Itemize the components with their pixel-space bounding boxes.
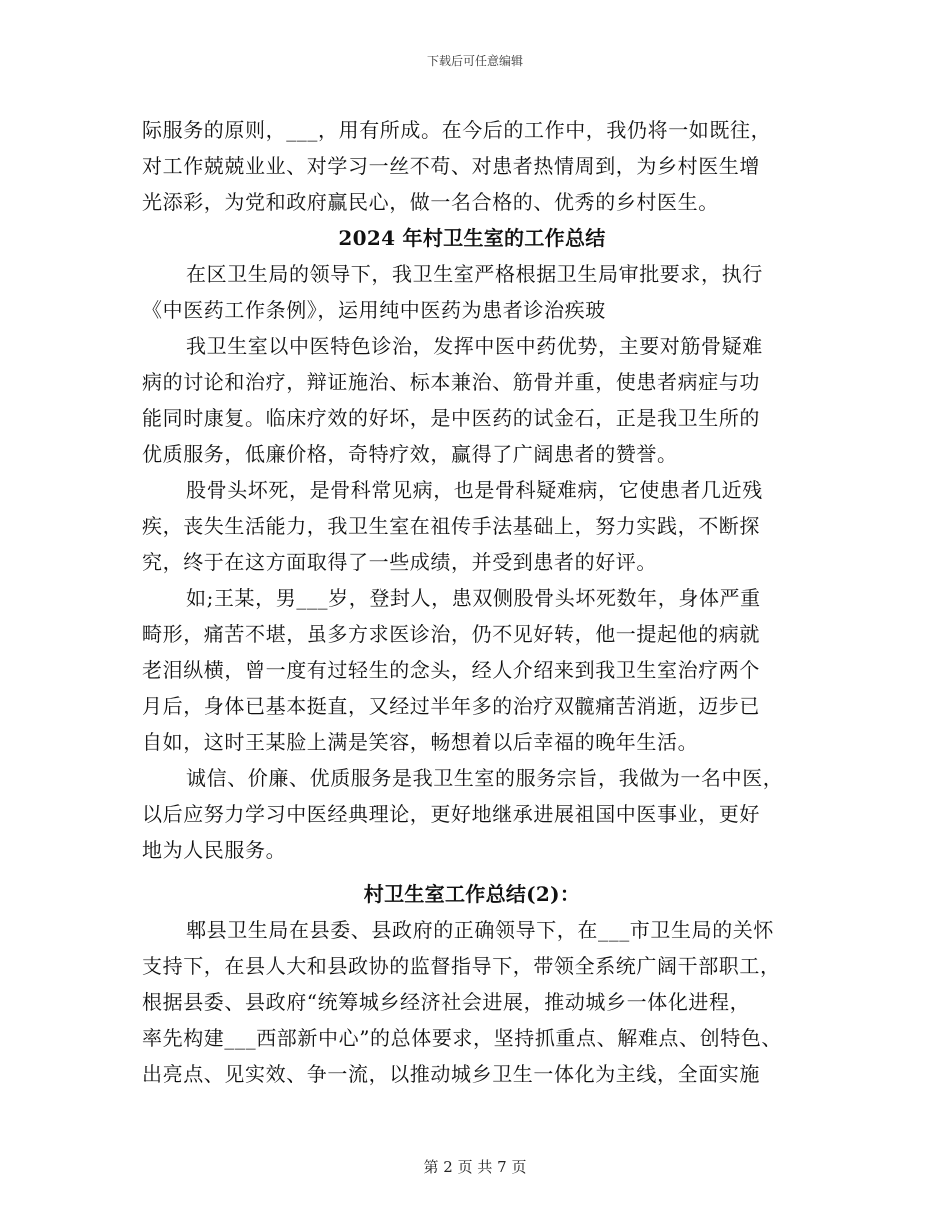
text-line: 畸形，痛苦不堪，虽多方求医诊治，仍不见好转，他一提起他的病就 — [142, 622, 760, 646]
text-line: 根据县委、县政府“统筹城乡经济社会进展，推动城乡一体化进程， — [142, 990, 751, 1014]
text-line: 《中医药工作条例》，运用纯中医药为患者诊治疾玻 — [142, 298, 606, 322]
text-line: 优质服务，低廉价格，奇特疗效，赢得了广阔患者的赞誉。 — [142, 442, 678, 466]
paragraph — [142, 472, 802, 580]
text-line: 际服务的原则，___，用有所成。在今后的工作中，我仍将一如既往， — [142, 118, 772, 142]
intro-paragraph — [142, 112, 802, 220]
paragraph — [142, 328, 802, 472]
text-line: 支持下，在县人大和县政协的监督指导下，带领全系统广阔干部职工， — [142, 954, 781, 978]
text-line: 率先构建___西部新中心”的总体要求，坚持抓重点、解难点、创特色、 — [142, 1026, 783, 1050]
text-line: 地为人民服务。 — [142, 838, 287, 862]
page-footer: 第 2 页 共 7 页 — [423, 1158, 527, 1176]
paragraph — [142, 760, 802, 868]
text-line: 月后，身体已基本挺直，又经过半年多的治疗双髋痛苦消逝，迈步已 — [142, 694, 760, 718]
text-line: 郫县卫生局在县委、县政府的正确领导下，在___市卫生局的关怀 — [186, 918, 774, 942]
text-line: 股骨头坏死，是骨科常见病，也是骨科疑难病，它使患者几近残 — [186, 478, 763, 502]
text-line: 以后应努力学习中医经典理论，更好地继承进展祖国中医事业，更好 — [142, 802, 760, 826]
text-line: 老泪纵横，曾一度有过轻生的念头，经人介绍来到我卫生室治疗两个 — [142, 658, 760, 682]
section-title: 2024 年村卫生室的工作总结 — [338, 226, 606, 250]
document-body — [142, 112, 802, 1092]
text-line: 出亮点、见实效、争一流，以推动城乡卫生一体化为主线，全面实施 — [142, 1062, 760, 1086]
paragraph — [142, 256, 802, 328]
text-line: 诚信、价廉、优质服务是我卫生室的服务宗旨，我做为一名中医， — [186, 766, 784, 790]
text-line: 自如，这时王某脸上满是笑容，畅想着以后幸福的晚年生活。 — [142, 730, 699, 754]
text-line: 疾，丧失生活能力，我卫生室在祖传手法基础上，努力实践，不断探 — [142, 514, 760, 538]
paragraph — [142, 912, 802, 1092]
paragraph — [142, 580, 802, 760]
text-line: 对工作兢兢业业、对学习一丝不苟、对患者热情周到，为乡村医生增 — [142, 154, 760, 178]
text-line: 究，终于在这方面取得了一些成绩，并受到患者的好评。 — [142, 550, 657, 574]
text-line: 光添彩，为党和政府赢民心，做一名合格的、优秀的乡村医生。 — [142, 190, 719, 214]
text-line: 如;王某，男___岁，登封人，患双侧股骨头坏死数年，身体严重 — [186, 586, 761, 610]
section-title: 村卫生室工作总结(2)： — [363, 882, 581, 906]
text-line: 能同时康复。临床疗效的好坏，是中医药的试金石，正是我卫生所的 — [142, 406, 760, 430]
text-line: 我卫生室以中医特色诊治，发挥中医中药优势，主要对筋骨疑难 — [186, 334, 763, 358]
text-line: 病的讨论和治疗，辩证施治、标本兼治、筋骨并重，使患者病症与功 — [142, 370, 760, 394]
text-line: 在区卫生局的领导下，我卫生室严格根据卫生局审批要求，执行 — [186, 262, 763, 286]
page-header: 下载后可任意编辑 — [426, 54, 523, 68]
